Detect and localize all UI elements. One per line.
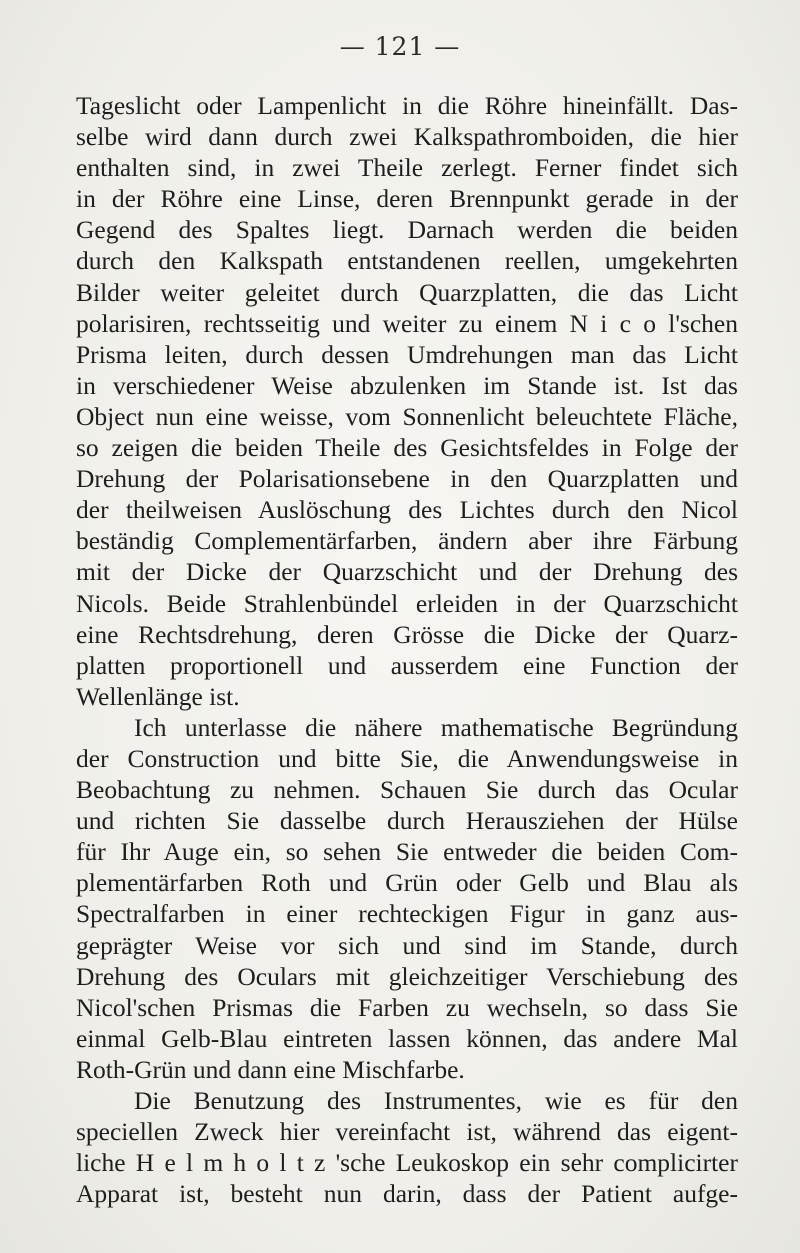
text-line: Object nun eine weisse, vom Sonnenlicht beleuchtete Fläche, xyxy=(76,401,738,431)
text-line: der theilweisen Auslöschung des Lichtes durch den Nicol xyxy=(76,495,738,525)
text-line: Spectralfarben in einer rechteckigen Figur in ganz aus- xyxy=(76,899,738,929)
text-line: selbe wird dann durch zwei Kalkspathromboiden, die hier xyxy=(76,122,738,152)
text-line: geprägter Weise vor sich und sind im Stande, durch xyxy=(76,930,738,960)
text-line: Apparat ist, besteht nun darin, dass der Patient aufge- xyxy=(76,1179,738,1209)
text-line: Gegend des Spaltes liegt. Darnach werden die beiden xyxy=(76,215,738,245)
page-number: — 121 — xyxy=(339,32,461,61)
text-line: für Ihr Auge ein, so sehen Sie entweder die beiden Com- xyxy=(76,837,738,867)
text-line: Drehung der Polarisationsebene in den Quarzplatten und xyxy=(76,464,738,494)
body-text xyxy=(76,90,738,1209)
text-line: Prisma leiten, durch dessen Umdrehungen man das Licht xyxy=(76,339,738,369)
text-line: der Construction und bitte Sie, die Anwendungsweise in xyxy=(76,743,738,773)
text-line: polarisiren, rechtsseitig und weiter zu einem N i c o l'schen xyxy=(76,308,738,338)
text-line: Wellenlänge ist. xyxy=(76,681,240,711)
text-line: Drehung des Oculars mit gleichzeitiger Verschiebung des xyxy=(76,961,738,991)
paragraph-1 xyxy=(76,90,738,712)
text-line: einmal Gelb-Blau eintreten lassen können, das andere Mal xyxy=(76,1023,738,1053)
text-line: Roth-Grün und dann eine Mischfarbe. xyxy=(76,1054,465,1084)
text-line: Ich unterlasse die nähere mathematische Begründung xyxy=(134,712,738,742)
text-line: in der Röhre eine Linse, deren Brennpunkt gerade in der xyxy=(76,184,738,214)
paragraph-2 xyxy=(76,712,738,1085)
text-line: Die Benutzung des Instrumentes, wie es für den xyxy=(134,1086,738,1115)
text-line: speciellen Zweck hier vereinfacht ist, während das eigent- xyxy=(76,1117,738,1147)
text-line: und richten Sie dasselbe durch Herausziehen der Hülse xyxy=(76,806,738,836)
text-line: mit der Dicke der Quarzschicht und der Drehung des xyxy=(76,557,738,587)
text-line: platten proportionell und ausserdem eine Function der xyxy=(76,650,738,680)
text-line: Tageslicht oder Lampenlicht in die Röhre hineinfällt. Das- xyxy=(76,91,738,120)
text-line: in verschiedener Weise abzulenken im Stande ist. Ist das xyxy=(76,370,738,400)
text-line: enthalten sind, in zwei Theile zerlegt. Ferner findet sich xyxy=(76,153,738,183)
paragraph-3 xyxy=(76,1085,738,1209)
text-line: plementärfarben Roth und Grün oder Gelb und Blau als xyxy=(76,868,738,898)
text-line: Beobachtung zu nehmen. Schauen Sie durch das Ocular xyxy=(76,775,738,805)
text-line: so zeigen die beiden Theile des Gesichtsfeldes in Folge der xyxy=(76,433,738,463)
text-line: beständig Complementärfarben, ändern aber ihre Färbung xyxy=(76,526,738,556)
text-line: liche H e l m h o l t z 'sche Leukoskop ein sehr complicirter xyxy=(76,1148,738,1178)
text-line: Nicols. Beide Strahlenbündel erleiden in der Quarzschicht xyxy=(76,588,738,618)
text-line: Bilder weiter geleitet durch Quarzplatten, die das Licht xyxy=(76,277,738,307)
text-line: Nicol'schen Prismas die Farben zu wechseln, so dass Sie xyxy=(76,992,738,1022)
text-line: eine Rechtsdrehung, deren Grösse die Dicke der Quarz- xyxy=(76,619,738,649)
text-line: durch den Kalkspath entstandenen reellen, umgekehrten xyxy=(76,246,738,276)
